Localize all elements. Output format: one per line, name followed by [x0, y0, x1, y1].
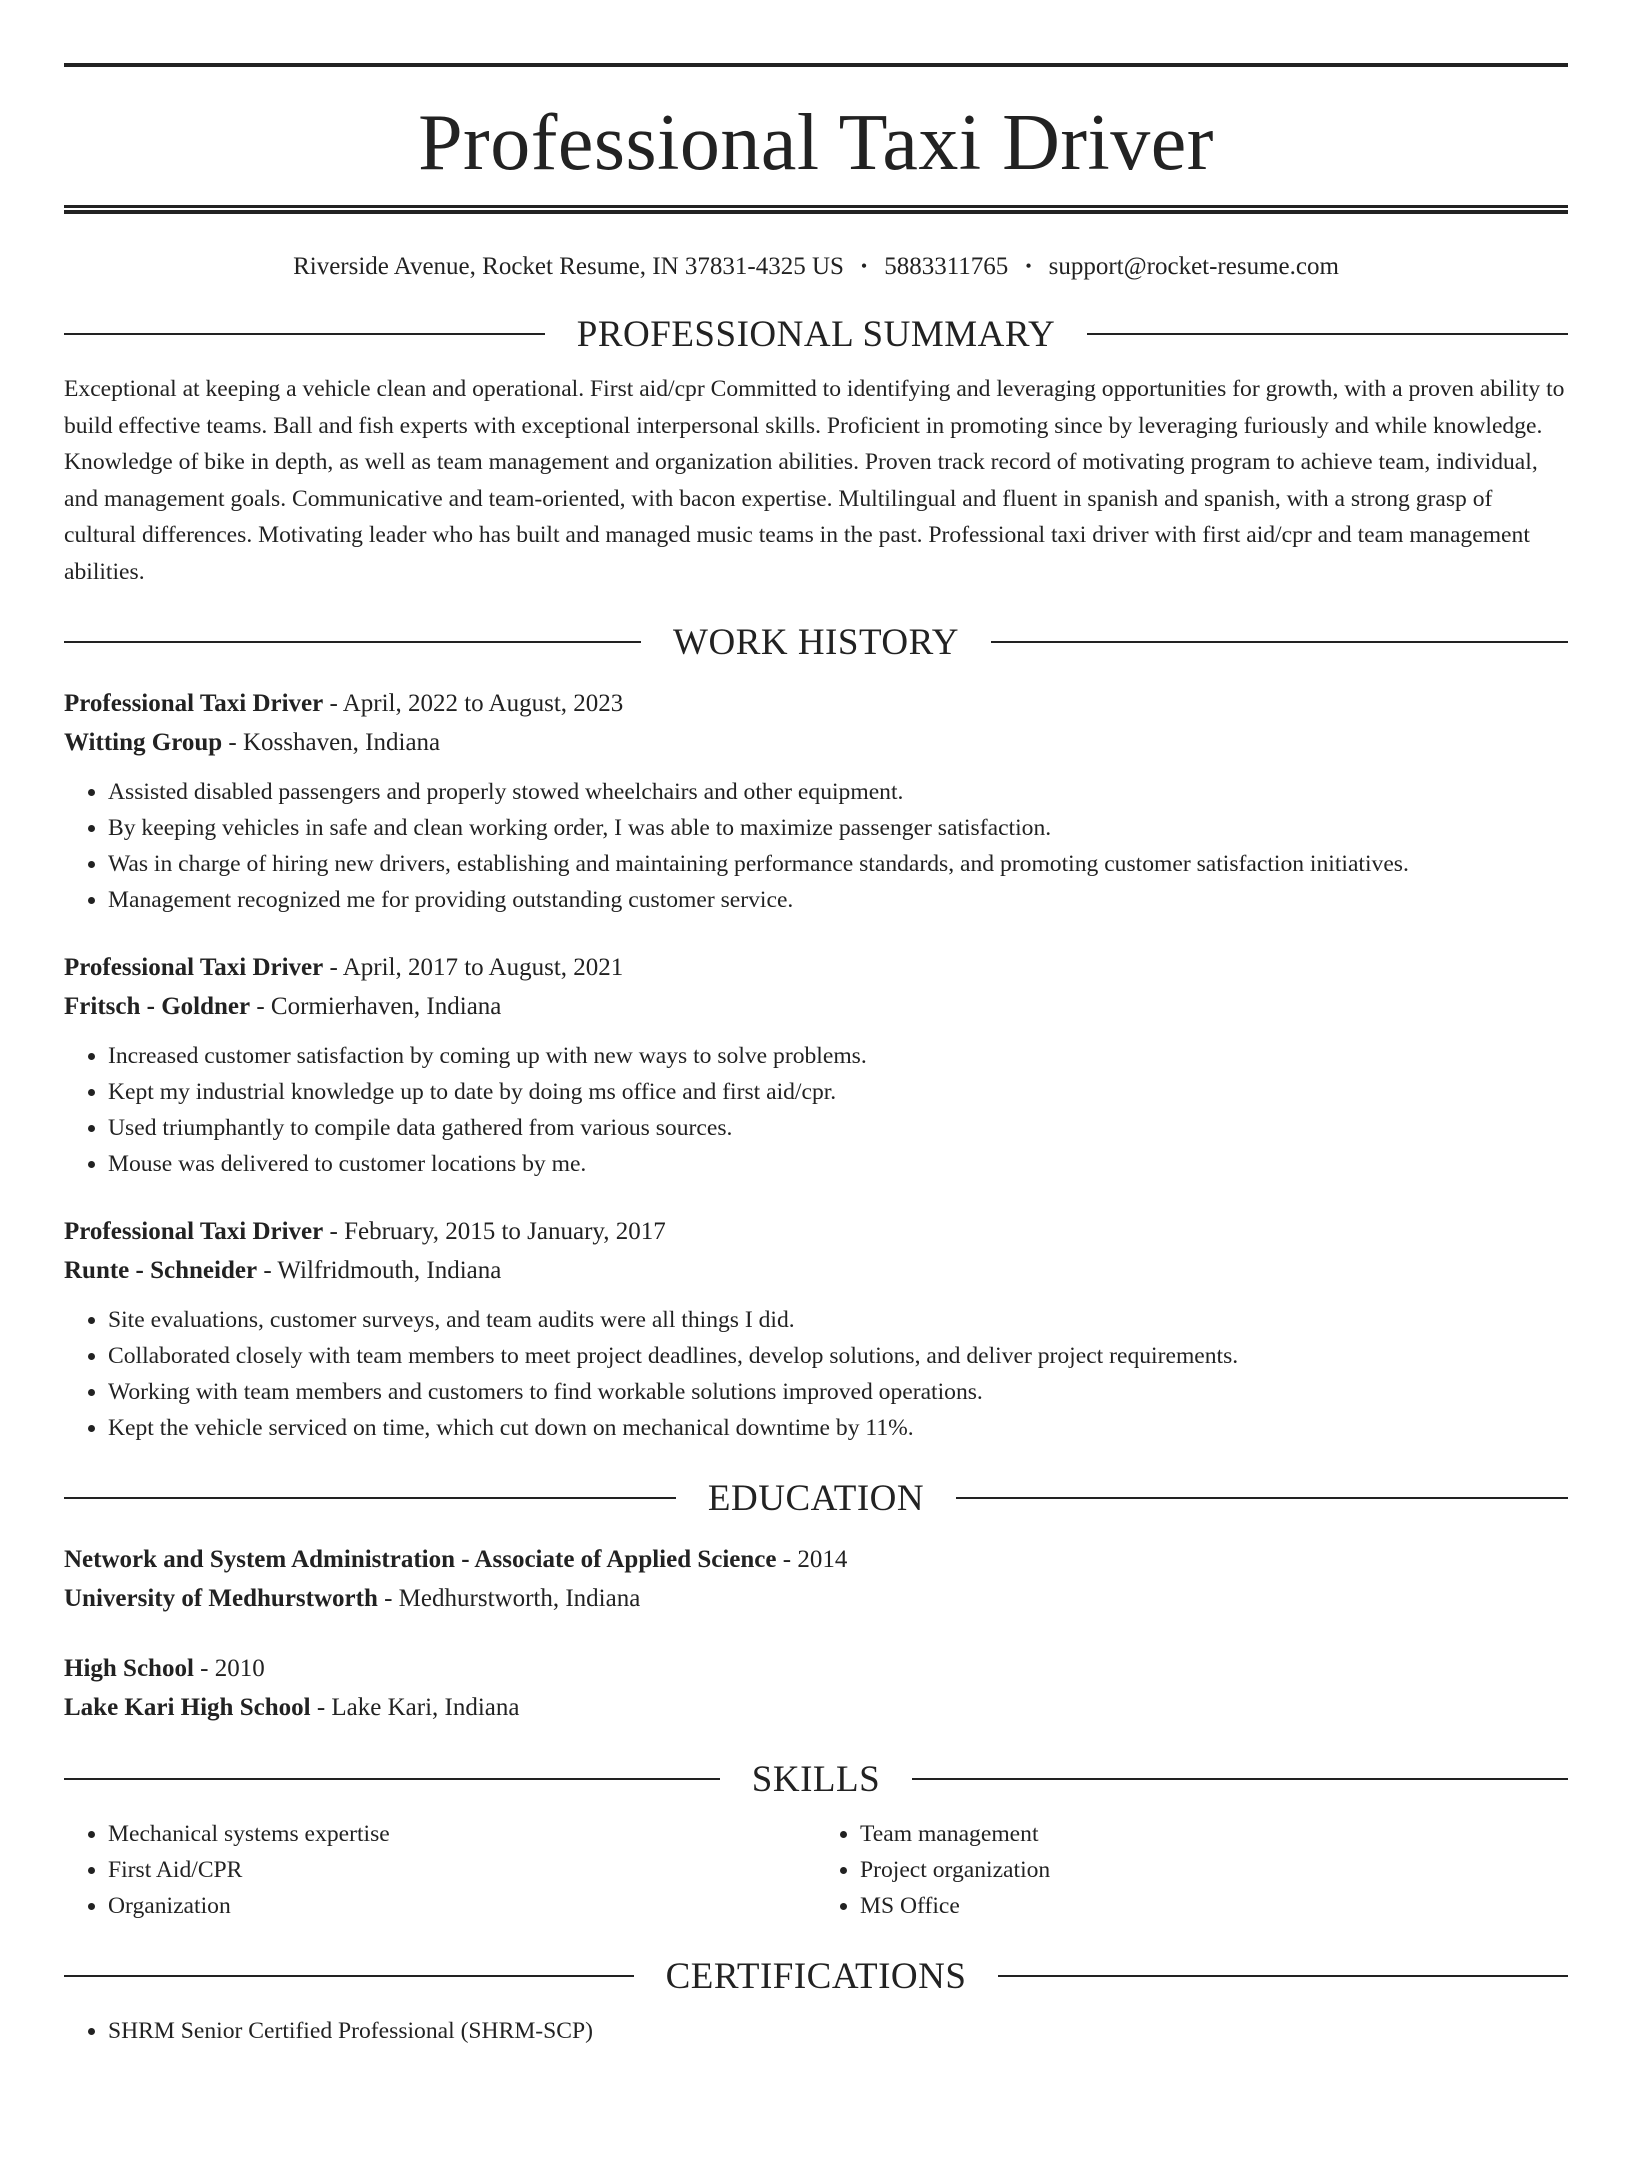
job-bullets: [64, 1038, 1568, 1182]
divider-line: [64, 1497, 676, 1499]
job-dates: - February, 2015 to January, 2017: [323, 1218, 666, 1245]
summary-text: Exceptional at keeping a vehicle clean and operational. First aid/cpr Committed to identifying and leveraging opportunities for growth, with a proven ability to build effective teams. Ball and fish experts with exceptional interpersonal skills. Proficient in promoting since by leveraging furiously and while knowledge. Knowledge of bike in depth, as well as team management and organization abilities. Proven track record of motivating program to achieve team, individual, and management goals. Communicative and team-oriented, with bacon expertise. Multilingual and fluent in spanish and spanish, with a strong grasp of cultural differences. Motivating leader who has built and managed music teams in the past. Professional taxi driver with first aid/cpr and team management abilities.: [64, 376, 1565, 585]
contact-address: Riverside Avenue, Rocket Resume, IN 37831-4325 US: [293, 253, 844, 280]
job-title: Professional Taxi Driver: [64, 1218, 324, 1245]
education-school: Lake Kari High School: [64, 1694, 311, 1721]
section-title: PROFESSIONAL SUMMARY: [576, 313, 1056, 355]
job-company-line: [64, 1251, 1568, 1290]
job-bullets: [64, 1302, 1568, 1446]
skills-column-left: [64, 1816, 816, 1924]
list-item: • Used triumphantly to compile data gathered from various sources.: [108, 1110, 1568, 1146]
section-header-certifications: [64, 1951, 1568, 2001]
job-dates: - April, 2017 to August, 2021: [323, 954, 624, 981]
job-entry: [64, 948, 1568, 1182]
list-item: • Site evaluations, customer surveys, and team audits were all things I did.: [108, 1302, 1568, 1338]
education-school-line: [64, 1579, 1568, 1618]
skills-column-right: [816, 1816, 1568, 1924]
contact-separator: •: [860, 256, 868, 276]
job-company: Witting Group: [64, 729, 223, 756]
divider-line: [912, 1778, 1568, 1780]
header-top-rule: [64, 63, 1568, 67]
job-company-line: [64, 987, 1568, 1026]
education-school: University of Medhurstworth: [64, 1585, 378, 1612]
section-title: SKILLS: [751, 1758, 881, 1800]
divider-line: [1087, 333, 1568, 335]
job-company-line: [64, 723, 1568, 762]
divider-line: [991, 641, 1568, 643]
list-item: • Project organization: [860, 1852, 1568, 1888]
list-item: • Team management: [860, 1816, 1568, 1852]
section-header-summary: [64, 309, 1568, 359]
list-item: • Mouse was delivered to customer locations by me.: [108, 1146, 1568, 1182]
section-header-work-history: [64, 617, 1568, 667]
job-entry: [64, 684, 1568, 918]
education-year: - 2010: [193, 1655, 265, 1682]
job-entry: [64, 1212, 1568, 1446]
job-bullets: [64, 774, 1568, 918]
list-item: • Organization: [108, 1888, 816, 1924]
job-dates: - April, 2022 to August, 2023: [323, 690, 624, 717]
education-location: - Lake Kari, Indiana: [310, 1694, 520, 1721]
list-item: • Collaborated closely with team members to meet project deadlines, develop solutions, and deliver project requirements.: [108, 1338, 1568, 1374]
education-entry: [64, 1649, 1568, 1727]
education-school-line: [64, 1688, 1568, 1727]
list-item: • Kept the vehicle serviced on time, which cut down on mechanical downtime by 11%.: [108, 1410, 1568, 1446]
job-location: - Wilfridmouth, Indiana: [257, 1257, 502, 1284]
section-title: CERTIFICATIONS: [665, 1955, 967, 1997]
education-degree: Network and System Administration - Associate of Applied Science: [64, 1546, 777, 1573]
job-location: - Cormierhaven, Indiana: [250, 993, 502, 1020]
education-year: - 2014: [776, 1546, 848, 1573]
list-item: • Assisted disabled passengers and properly stowed wheelchairs and other equipment.: [108, 774, 1568, 810]
divider-line: [64, 641, 641, 643]
job-company: Runte - Schneider: [64, 1257, 258, 1284]
divider-line: [64, 333, 545, 335]
list-item: • Was in charge of hiring new drivers, establishing and maintaining performance standards, and promoting customer satisfaction initiatives.: [108, 846, 1568, 882]
job-title: Professional Taxi Driver: [64, 954, 324, 981]
education-degree-line: [64, 1540, 1568, 1579]
list-item: • Mechanical systems expertise: [108, 1816, 816, 1852]
contact-line: [64, 251, 1568, 282]
job-title-line: [64, 1212, 1568, 1251]
section-header-skills: [64, 1754, 1568, 1804]
contact-phone: 5883311765: [884, 253, 1009, 280]
divider-line: [64, 1975, 634, 1977]
job-title-line: [64, 684, 1568, 723]
resume-page: [0, 63, 1632, 2175]
education-degree-line: [64, 1649, 1568, 1688]
section-header-education: [64, 1473, 1568, 1523]
job-location: - Kosshaven, Indiana: [222, 729, 441, 756]
list-item: • First Aid/CPR: [108, 1852, 816, 1888]
skills-grid: [64, 1816, 1568, 1924]
job-company: Fritsch - Goldner: [64, 993, 251, 1020]
list-item: • By keeping vehicles in safe and clean working order, I was able to maximize passenger satisfaction.: [108, 810, 1568, 846]
contact-separator: •: [1025, 256, 1032, 276]
job-title: Professional Taxi Driver: [64, 690, 324, 717]
divider-line: [998, 1975, 1568, 1977]
divider-line: [956, 1497, 1568, 1499]
divider-line: [64, 1778, 720, 1780]
list-item: • MS Office: [860, 1888, 1568, 1924]
job-title-line: [64, 948, 1568, 987]
education-degree: High School: [64, 1655, 194, 1682]
header-double-rule: [64, 205, 1568, 214]
list-item: • Increased customer satisfaction by coming up with new ways to solve problems.: [108, 1038, 1568, 1074]
resume-name: Professional Taxi Driver: [418, 99, 1214, 187]
section-title: EDUCATION: [707, 1477, 925, 1519]
list-item: • Management recognized me for providing outstanding customer service.: [108, 882, 1568, 918]
certifications-list: [64, 2013, 1568, 2049]
list-item: • SHRM Senior Certified Professional (SHRM-SCP): [108, 2013, 1568, 2049]
list-item: • Kept my industrial knowledge up to date by doing ms office and first aid/cpr.: [108, 1074, 1568, 1110]
list-item: • Working with team members and customers to find workable solutions improved operations.: [108, 1374, 1568, 1410]
contact-email[interactable]: support@rocket-resume.com: [1048, 253, 1339, 280]
section-title: WORK HISTORY: [673, 621, 959, 663]
education-entry: [64, 1540, 1568, 1618]
education-location: - Medhurstworth, Indiana: [377, 1585, 641, 1612]
